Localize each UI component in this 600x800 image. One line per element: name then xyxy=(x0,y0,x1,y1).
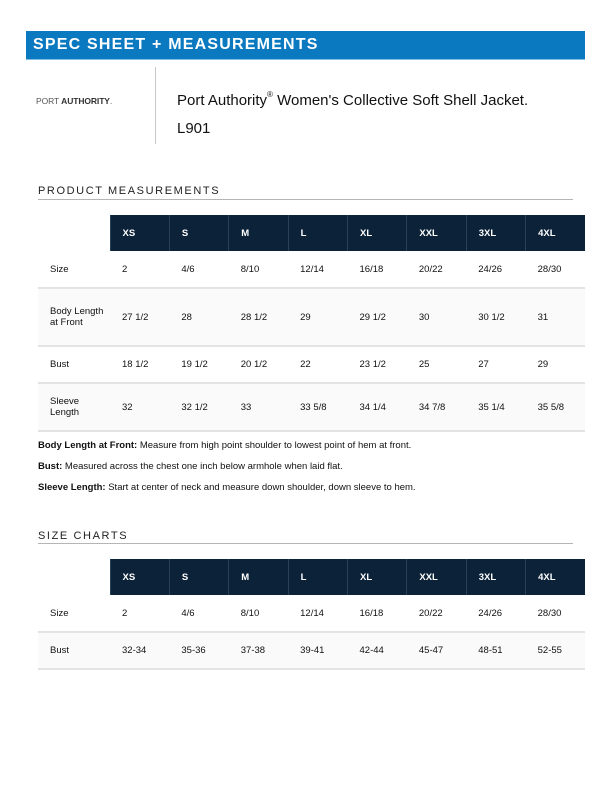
note-term: Body Length at Front: xyxy=(38,440,138,451)
col-header: XS xyxy=(110,559,169,595)
table-cell: 12/14 xyxy=(288,251,347,288)
table-cell: 28/30 xyxy=(526,251,585,288)
col-header: S xyxy=(169,559,228,595)
table-cell: 39-41 xyxy=(288,632,347,669)
table-cell: 8/10 xyxy=(229,595,288,632)
note-bust xyxy=(38,461,416,482)
logo-text-bold: AUTHORITY xyxy=(61,96,110,106)
table-cell: 4/6 xyxy=(169,251,228,288)
table-cell: 29 1/2 xyxy=(348,288,407,346)
col-header: L xyxy=(288,559,347,595)
header-blank xyxy=(38,559,110,595)
col-header: L xyxy=(288,215,347,251)
row-label: Sleeve Length xyxy=(38,383,110,431)
product-name: Women's Collective Soft Shell Jacket. xyxy=(272,92,529,109)
col-header: 3XL xyxy=(466,559,525,595)
table-cell: 27 xyxy=(466,346,525,383)
section-rule xyxy=(38,199,573,200)
row-label: Body Length at Front xyxy=(38,288,110,346)
table-cell: 34 1/4 xyxy=(348,383,407,431)
col-header: XXL xyxy=(407,215,466,251)
col-header: 4XL xyxy=(526,215,585,251)
table-cell: 28/30 xyxy=(526,595,585,632)
table-cell: 37-38 xyxy=(229,632,288,669)
banner-title: SPEC SHEET + MEASUREMENTS xyxy=(33,36,319,53)
table-cell: 35-36 xyxy=(169,632,228,669)
table-cell: 33 5/8 xyxy=(288,383,347,431)
port-authority-logo xyxy=(36,96,112,106)
note-text: Start at center of neck and measure down shoulder, down sleeve to hem. xyxy=(105,482,416,493)
table-cell: 16/18 xyxy=(348,251,407,288)
table-cell: 30 xyxy=(407,288,466,346)
registered-mark: ® xyxy=(267,90,273,99)
table-cell: 28 xyxy=(169,288,228,346)
col-header: M xyxy=(229,559,288,595)
header-divider xyxy=(155,67,156,144)
spec-sheet-banner xyxy=(26,31,585,60)
table-cell: 48-51 xyxy=(466,632,525,669)
table-cell: 20 1/2 xyxy=(229,346,288,383)
table-cell: 24/26 xyxy=(466,595,525,632)
table-cell: 8/10 xyxy=(229,251,288,288)
col-header: M xyxy=(229,215,288,251)
size-charts-title: SIZE CHARTS xyxy=(38,530,129,542)
table-row xyxy=(38,288,585,346)
table-cell: 22 xyxy=(288,346,347,383)
product-brand: Port Authority xyxy=(177,92,268,109)
table-cell: 27 1/2 xyxy=(110,288,169,346)
table-cell: 32-34 xyxy=(110,632,169,669)
table-cell: 28 1/2 xyxy=(229,288,288,346)
note-term: Bust: xyxy=(38,461,63,472)
table-row xyxy=(38,346,585,383)
table-cell: 24/26 xyxy=(466,251,525,288)
table-cell: 18 1/2 xyxy=(110,346,169,383)
header-blank xyxy=(38,215,110,251)
col-header: XL xyxy=(348,559,407,595)
table-row xyxy=(38,632,585,669)
table-cell: 34 7/8 xyxy=(407,383,466,431)
row-label: Bust xyxy=(38,632,110,669)
row-label: Size xyxy=(38,251,110,288)
product-measurements-table xyxy=(38,215,585,432)
table-cell: 35 5/8 xyxy=(526,383,585,431)
table-header-row xyxy=(38,559,585,595)
table-cell: 2 xyxy=(110,251,169,288)
col-header: XL xyxy=(348,215,407,251)
table-cell: 29 xyxy=(526,346,585,383)
section-rule xyxy=(38,543,573,544)
col-header: 3XL xyxy=(466,215,525,251)
col-header: XXL xyxy=(407,559,466,595)
note-sleeve-length xyxy=(38,482,416,503)
col-header: 4XL xyxy=(526,559,585,595)
table-cell: 12/14 xyxy=(288,595,347,632)
product-title xyxy=(177,92,528,109)
table-row xyxy=(38,251,585,288)
col-header: XS xyxy=(110,215,169,251)
table-cell: 45-47 xyxy=(407,632,466,669)
note-text: Measured across the chest one inch below armhole when laid flat. xyxy=(62,461,343,472)
table-header-row xyxy=(38,215,585,251)
table-cell: 16/18 xyxy=(348,595,407,632)
table-row xyxy=(38,595,585,632)
product-code: L901 xyxy=(177,120,211,137)
table-cell: 20/22 xyxy=(407,251,466,288)
table-cell: 19 1/2 xyxy=(169,346,228,383)
table-cell: 29 xyxy=(288,288,347,346)
logo-mark: . xyxy=(109,96,113,106)
note-body-length xyxy=(38,440,416,461)
table-cell: 4/6 xyxy=(169,595,228,632)
table-cell: 33 xyxy=(229,383,288,431)
table-cell: 31 xyxy=(526,288,585,346)
col-header: S xyxy=(169,215,228,251)
row-label: Bust xyxy=(38,346,110,383)
row-label: Size xyxy=(38,595,110,632)
measurement-notes xyxy=(38,440,416,503)
logo-text-light: PORT xyxy=(36,96,62,106)
product-measurements-title: PRODUCT MEASUREMENTS xyxy=(38,185,221,197)
table-cell: 25 xyxy=(407,346,466,383)
table-cell: 20/22 xyxy=(407,595,466,632)
table-cell: 30 1/2 xyxy=(466,288,525,346)
size-charts-table xyxy=(38,559,585,670)
table-cell: 2 xyxy=(110,595,169,632)
table-cell: 52-55 xyxy=(526,632,585,669)
table-cell: 32 xyxy=(110,383,169,431)
note-term: Sleeve Length: xyxy=(38,482,106,493)
table-cell: 35 1/4 xyxy=(466,383,525,431)
table-cell: 32 1/2 xyxy=(169,383,228,431)
table-row xyxy=(38,383,585,431)
note-text: Measure from high point shoulder to lowest point of hem at front. xyxy=(137,440,412,451)
table-cell: 23 1/2 xyxy=(348,346,407,383)
table-cell: 42-44 xyxy=(348,632,407,669)
